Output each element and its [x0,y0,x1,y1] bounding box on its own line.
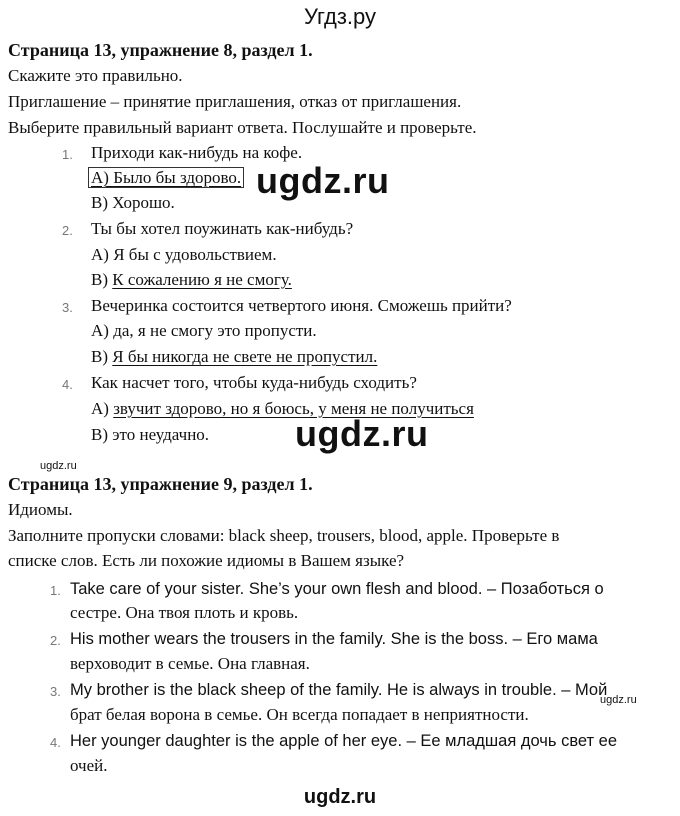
answer-b-selected: К сожалению я не смогу. [112,270,292,289]
question-number: 3. [62,300,73,315]
question-number: 4. [62,377,73,392]
answer-a [88,168,244,188]
question-text: Вечеринка состоится четвертого июня. Сможешь прийти? [91,296,512,315]
answer-a-selected: А) Было бы здорово. [88,167,244,188]
watermark-logo: ugdz.ru [256,160,390,201]
answer-b: В) К сожалению я не смогу. [91,270,292,289]
section2-subtitle: Идиомы. [8,500,73,519]
section2-instructions-2: списке слов. Есть ли похожие идиомы в Вашем языке? [8,551,405,570]
watermark-small: ugdz.ru [40,460,77,472]
idiom-translation: очей. [70,756,108,775]
watermark-bottom: ugdz.ru [303,786,377,808]
idiom-line: His mother wears the trousers in the family. She is the boss. – Его мама [70,630,598,648]
watermark-logo: ugdz.ru [295,413,429,454]
question-text: Приходи как-нибудь на кофе. [91,143,303,162]
answer-b: В) это неудачно. [91,425,210,444]
idiom-number: 1. [50,583,61,598]
idiom-translation: брат белая ворона в семье. Он всегда попадает в неприятности. [70,705,529,724]
section1-heading: Страница 13, упражнение 8, раздел 1. [8,40,313,60]
idiom-number: 3. [50,684,61,699]
idiom-line: My brother is the black sheep of the family. He is always in trouble. – Мой [70,681,608,699]
answer-a: А) Я бы с удовольствием. [91,245,277,264]
idiom-translation: верховодит в семье. Она главная. [70,654,310,673]
idiom-line: Take care of your sister. She’s your own flesh and blood. – Позаботься о [70,580,604,598]
section1-intro-3: Выберите правильный вариант ответа. Послушайте и проверьте. [8,118,477,137]
question-number: 1. [62,147,73,162]
watermark-small: ugdz.ru [600,694,637,706]
idiom-translation: сестре. Она твоя плоть и кровь. [70,603,299,622]
section1-intro-1: Скажите это правильно. [8,66,183,85]
idiom-line: Her younger daughter is the apple of her eye. – Ее младшая дочь свет ее [70,732,618,750]
idiom-number: 4. [50,735,61,750]
question-text: Ты бы хотел поужинать как-нибудь? [91,219,354,238]
answer-b: В) Хорошо. [91,193,175,212]
question-number: 2. [62,223,73,238]
answer-a: А) да, я не смогу это пропусти. [91,321,317,340]
answer-a-selected: звучит здорово, но я боюсь, у меня не получиться [113,399,474,418]
answer-a: А) звучит здорово, но я боюсь, у меня не получиться [91,399,474,418]
answer-b-selected: Я бы никогда не свете не пропустил. [112,347,378,366]
section2-heading: Страница 13, упражнение 9, раздел 1. [8,474,313,494]
section1-intro-2: Приглашение – принятие приглашения, отказ от приглашения. [8,92,462,111]
answer-b: В) Я бы никогда не свете не пропустил. [91,347,378,366]
site-title: Угдз.ру [303,4,377,29]
section2-instructions-1: Заполните пропуски словами: black sheep, trousers, blood, apple. Проверьте в [8,526,560,545]
question-text: Как насчет того, чтобы куда-нибудь сходить? [91,373,417,392]
idiom-number: 2. [50,633,61,648]
